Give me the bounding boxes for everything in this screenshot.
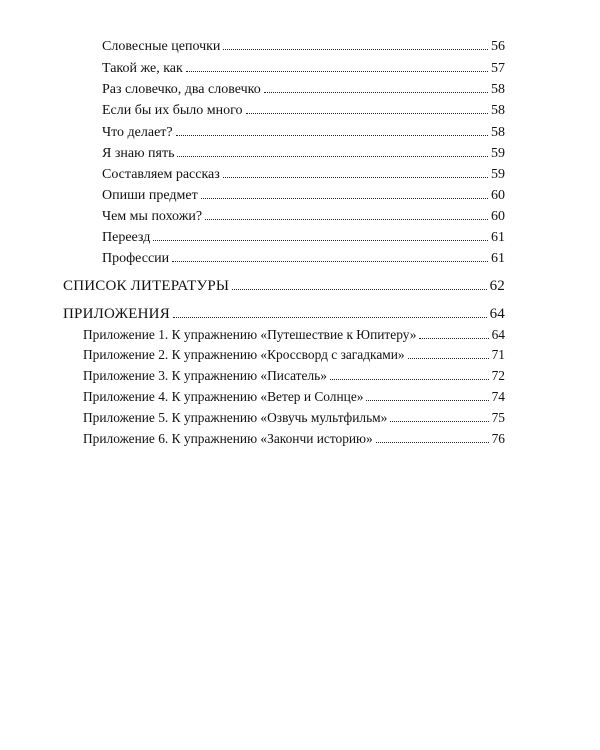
toc-entry-exercise (102, 102, 505, 120)
toc-entry-page: 72 (491, 368, 505, 383)
toc-entry-exercise (102, 229, 505, 247)
toc-entry-exercise (102, 208, 505, 226)
toc-entry-page: 60 (491, 188, 505, 203)
toc-leader-dots (177, 156, 488, 157)
toc-entry-page: 61 (491, 251, 505, 266)
toc-entry-page: 60 (491, 209, 505, 224)
toc-entry-exercise (102, 81, 505, 99)
toc-leader-dots (201, 198, 488, 199)
toc-entry-page: 59 (491, 167, 505, 182)
toc-entry-appendix (83, 346, 505, 364)
toc-entry-exercise (102, 250, 505, 268)
toc-entry-appendix (83, 409, 505, 427)
toc-leader-dots (172, 261, 488, 262)
toc-entry-page: 57 (491, 61, 505, 76)
toc-entry-appendix (83, 430, 505, 448)
toc-leader-dots (176, 135, 488, 136)
toc-entry-title: СПИСОК ЛИТЕРАТУРЫ (63, 278, 230, 294)
toc-entry-page: 76 (491, 431, 505, 446)
toc-leader-dots (232, 289, 486, 290)
toc-leader-dots (419, 338, 488, 339)
toc-leader-dots (205, 219, 488, 220)
toc-leader-dots (173, 317, 487, 318)
toc-entry-title: Словесные цепочки (102, 39, 221, 54)
toc-entry-title: Я знаю пять (102, 146, 175, 161)
toc-entry-page: 75 (491, 410, 505, 425)
toc-leader-dots (186, 71, 488, 72)
toc-entry-page: 71 (491, 347, 505, 362)
toc-entry-title: Приложение 2. К упражнению «Кроссворд с загадками» (83, 347, 405, 362)
toc-entry-appendix (83, 388, 505, 406)
toc-entry-exercise (102, 38, 505, 56)
toc-entry-exercise (102, 166, 505, 184)
toc-entry-title: Раз словечко, два словечко (102, 82, 261, 97)
toc-entry-title: Приложение 1. К упражнению «Путешествие к Юпитеру» (83, 327, 417, 342)
toc-entry-title: Приложение 3. К упражнению «Писатель» (83, 368, 327, 383)
toc-leader-dots (246, 113, 488, 114)
toc-entry-page: 64 (489, 306, 505, 322)
toc-leader-dots (264, 92, 488, 93)
toc-entry-title: Приложение 5. К упражнению «Озвучь мультфильм» (83, 410, 388, 425)
toc-entry-exercise (102, 124, 505, 142)
toc-entry-title: ПРИЛОЖЕНИЯ (63, 306, 170, 322)
toc-leader-dots (153, 240, 488, 241)
toc-entry-page: 61 (491, 230, 505, 245)
toc-entry-exercise (102, 60, 505, 78)
toc-entry-page: 56 (491, 39, 505, 54)
toc-entry-page: 58 (491, 125, 505, 140)
toc-leader-dots (376, 442, 489, 443)
toc-entry-title: Если бы их было много (102, 103, 243, 118)
toc-entry-page: 62 (489, 278, 505, 294)
toc-entry-title: Чем мы похожи? (102, 209, 203, 224)
toc-leader-dots (223, 177, 488, 178)
toc-leader-dots (366, 400, 488, 401)
toc-leader-dots (330, 379, 489, 380)
toc-entry-exercise (102, 145, 505, 163)
toc-entry-title: Опиши предмет (102, 188, 198, 203)
toc-entry-page: 58 (491, 82, 505, 97)
toc-entry-page: 74 (491, 389, 505, 404)
toc-entry-title: Что делает? (102, 125, 173, 140)
toc-entry-title: Составляем рассказ (102, 167, 220, 182)
toc-entry-appendices-heading (63, 305, 505, 323)
toc-entry-page: 58 (491, 103, 505, 118)
toc-entry-appendix (83, 367, 505, 385)
toc-entry-page: 59 (491, 146, 505, 161)
toc-entry-title: Переезд (102, 230, 151, 245)
toc-entry-title: Приложение 6. К упражнению «Закончи историю» (83, 431, 373, 446)
toc-entry-bibliography (63, 277, 505, 295)
toc-entry-title: Такой же, как (102, 61, 183, 76)
toc-entry-title: Профессии (102, 251, 170, 266)
toc-leader-dots (223, 49, 488, 50)
toc-leader-dots (408, 358, 489, 359)
toc-leader-dots (390, 421, 488, 422)
toc-entry-title: Приложение 4. К упражнению «Ветер и Солнце» (83, 389, 364, 404)
toc-entry-exercise (102, 187, 505, 205)
toc-entry-page: 64 (491, 327, 505, 342)
toc-entry-appendix (83, 326, 505, 344)
